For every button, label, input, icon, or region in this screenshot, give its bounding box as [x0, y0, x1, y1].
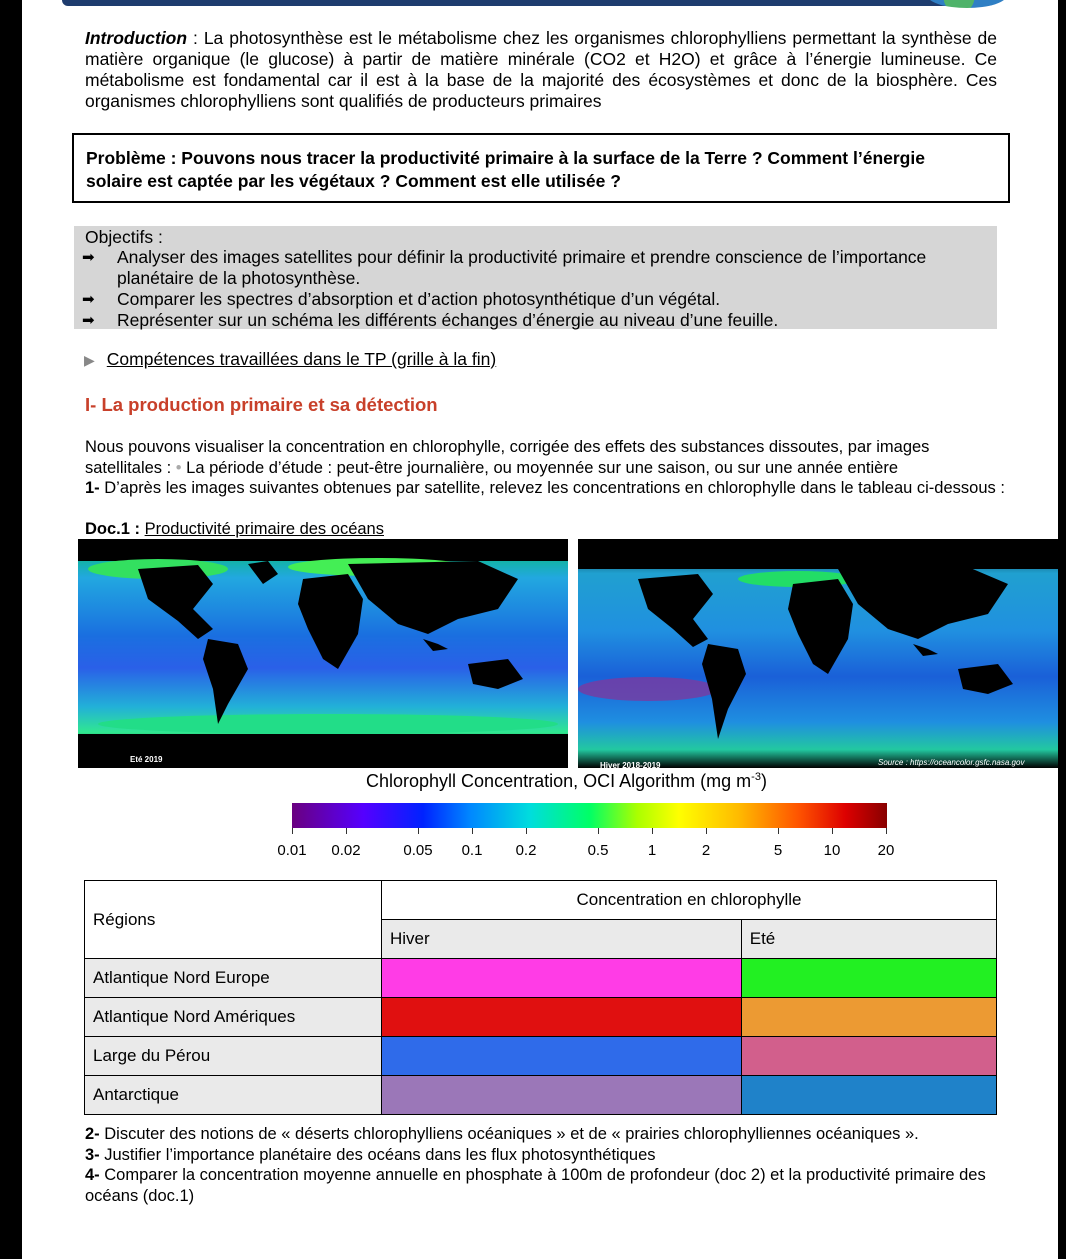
scale-tick: [652, 828, 653, 834]
problem-box: [72, 133, 1010, 203]
arrow-right-icon: ➡: [82, 291, 95, 308]
region-cell: Antarctique: [85, 1076, 382, 1115]
document-page: [22, 0, 1058, 1259]
scale-label: 0.01: [277, 842, 307, 859]
ete-color-cell[interactable]: [741, 959, 996, 998]
scale-label: 1: [647, 842, 657, 859]
scale-tick: [832, 828, 833, 834]
competences-link-row[interactable]: [84, 349, 496, 370]
table-row: [85, 1076, 997, 1115]
bullet-separator: •: [171, 458, 182, 477]
header-banner: [22, 0, 1058, 10]
scale-tick: [598, 828, 599, 834]
scale-label: 0.05: [403, 842, 433, 859]
hiver-color-cell[interactable]: [382, 1037, 742, 1076]
scale-ticks: [292, 828, 887, 838]
objectif-item: [82, 247, 982, 289]
question-item: [85, 1124, 1005, 1145]
chlorophyll-table: [84, 880, 997, 1115]
region-cell: Atlantique Nord Europe: [85, 959, 382, 998]
header-band: [62, 0, 962, 6]
question-text: Comparer la concentration moyenne annuelle en phosphate à 100m de profondeur (doc 2) et la productivité primaire des océans (doc.1): [85, 1166, 986, 1205]
scale-tick: [292, 828, 293, 834]
scale-label: 0.5: [587, 842, 609, 859]
question-number: 4-: [85, 1166, 100, 1184]
period-text: La période d’étude : peut-être journalière, ou moyennée sur une saison, ou sur une année entière: [181, 458, 898, 477]
chlorophyll-map-summer: [78, 539, 568, 768]
introduction-label: Introduction: [85, 28, 188, 48]
region-cell: Atlantique Nord Amériques: [85, 998, 382, 1037]
scale-title: [366, 771, 767, 792]
scale-tick: [418, 828, 419, 834]
objectifs-list: [82, 247, 982, 331]
concentration-header: Concentration en chlorophylle: [382, 881, 997, 920]
scale-title-close: ): [760, 771, 767, 791]
doc1-caption: [85, 520, 384, 539]
color-scale-bar: [292, 803, 887, 828]
objectif-item: [82, 289, 982, 310]
doc1-title: Productivité primaire des océans: [144, 520, 384, 538]
scale-title-exponent: -3: [751, 771, 761, 783]
scale-tick: [346, 828, 347, 834]
objectif-text: Représenter sur un schéma les différents échanges d’énergie au niveau d’une feuille.: [117, 310, 779, 330]
question-text: Discuter des notions de « déserts chlorophylliens océaniques » et de « prairies chlorophylliennes océaniques ».: [99, 1125, 919, 1143]
objectif-item: [82, 310, 982, 331]
chlorophyll-map-winter: [578, 539, 1058, 768]
instructions-text: Nous pouvons visualiser la concentration en chlorophylle, corrigée des effets des substances dissoutes, par images satellitales :: [85, 438, 930, 477]
scale-tick: [886, 828, 887, 834]
scale-tick: [778, 828, 779, 834]
section-title: I- La production primaire et sa détection: [85, 394, 438, 415]
hiver-color-cell[interactable]: [382, 998, 742, 1037]
table-row: [85, 998, 997, 1037]
table-row: [85, 1037, 997, 1076]
introduction-text: : La photosynthèse est le métabolisme chez les organismes chlorophylliens permettant la synthèse de matière organique (le glucose) à partir de matière minérale (CO2 et H2O) et grâce à l’énergie lumineuse. Ce métabolisme est fondamental car il est à la base de la majorité des écosystèmes et donc de la biosphère. Ces organismes chlorophylliens sont qualifiés de producteurs primaires: [85, 28, 997, 111]
introduction-paragraph: [85, 28, 997, 112]
scale-label: 20: [877, 842, 895, 859]
hiver-header: Hiver: [382, 920, 742, 959]
scale-label: 0.1: [461, 842, 483, 859]
scale-tick: [706, 828, 707, 834]
questions-list: [85, 1124, 1005, 1206]
hiver-color-cell[interactable]: [382, 1076, 742, 1115]
map-source: Source : https://oceancolor.gsfc.nasa.gov: [878, 758, 1025, 767]
scale-tick: [526, 828, 527, 834]
objectif-text: Comparer les spectres d’absorption et d’action photosynthétique d’un végétal.: [117, 289, 721, 309]
triangle-right-icon: ▶: [84, 352, 95, 368]
hiver-color-cell[interactable]: [382, 959, 742, 998]
question-item: [85, 1145, 1005, 1166]
question-number: 2-: [85, 1125, 100, 1143]
question-text: Justifier l’importance planétaire des océans dans les flux photosynthétiques: [99, 1145, 656, 1164]
question-number: 3-: [85, 1145, 100, 1164]
question-item: [85, 1165, 1005, 1206]
ete-color-cell[interactable]: [741, 998, 996, 1037]
objectif-text: Analyser des images satellites pour définir la productivité primaire et prendre conscience de l’importance planétaire de la photosynthèse.: [117, 247, 927, 288]
scale-label: 2: [701, 842, 711, 859]
instructions-paragraph: [85, 437, 1005, 499]
scale-label: 5: [773, 842, 783, 859]
scale-tick: [472, 828, 473, 834]
problem-text: Problème : Pouvons nous tracer la productivité primaire à la surface de la Terre ? Comment l’énergie solaire est captée par les végétaux ? Comment est elle utilisée ?: [86, 148, 925, 191]
arrow-right-icon: ➡: [82, 312, 95, 329]
region-cell: Large du Pérou: [85, 1037, 382, 1076]
map-label-winter: Hiver 2018-2019: [600, 761, 661, 768]
regions-header: Régions: [85, 881, 382, 959]
doc1-label: Doc.1 :: [85, 520, 141, 538]
scale-title-text: Chlorophyll Concentration, OCI Algorithm (mg m: [366, 771, 752, 791]
objectifs-box: [74, 226, 997, 329]
question-1-text: D’après les images suivantes obtenues par satellite, relevez les concentrations en chlorophylle dans le tableau ci-dessous :: [99, 479, 1005, 497]
ete-color-cell[interactable]: [741, 1037, 996, 1076]
objectifs-title: Objectifs :: [85, 227, 163, 247]
scale-label: 0.2: [515, 842, 537, 859]
question-1-number: 1-: [85, 479, 100, 497]
ete-header: Eté: [741, 920, 996, 959]
globe-logo-icon: [927, 0, 1007, 8]
scale-label: 10: [823, 842, 841, 859]
table-row: [85, 959, 997, 998]
ete-color-cell[interactable]: [741, 1076, 996, 1115]
competences-link[interactable]: Compétences travaillées dans le TP (grille à la fin): [106, 349, 497, 369]
scale-label: 0.02: [331, 842, 361, 859]
map-label-summer: Eté 2019: [130, 755, 163, 764]
arrow-right-icon: ➡: [82, 249, 95, 266]
